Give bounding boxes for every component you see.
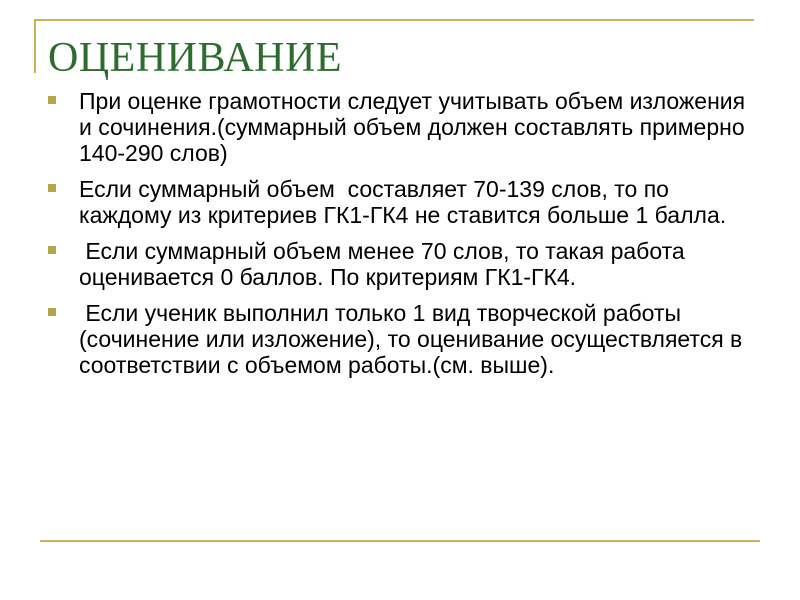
bullet-item-2 <box>48 176 748 228</box>
square-bullet-icon <box>48 184 56 192</box>
title-side-divider <box>34 19 36 73</box>
square-bullet-icon <box>48 246 56 254</box>
bullet-text: Если суммарный объем менее 70 слов, то такая работа оценивается 0 баллов. По критериям ГК1-ГК4. <box>79 238 692 290</box>
slide-title: ОЦЕНИВАНИЕ <box>48 35 342 81</box>
square-bullet-icon <box>48 96 56 104</box>
top-divider <box>34 19 754 21</box>
bullet-item-3 <box>48 238 748 290</box>
bullet-text: При оценке грамотности следует учитывать объем изложения и сочинения.(суммарный объем должен составлять примерно 140-290 слов) <box>79 88 752 166</box>
bullet-text: Если ученик выполнил только 1 вид творческой работы (сочинение или изложение), то оценивание осуществляется в соответствии с объемом работы.(см. выше). <box>79 300 749 378</box>
bottom-divider <box>40 540 760 542</box>
square-bullet-icon <box>48 308 56 316</box>
bullet-text: Если суммарный объем составляет 70-139 слов, то по каждому из критериев ГК1-ГК4 не ставится больше 1 балла. <box>79 176 727 228</box>
bullet-list <box>48 88 752 388</box>
bullet-item-4 <box>48 300 748 378</box>
bullet-item-1 <box>48 88 752 166</box>
